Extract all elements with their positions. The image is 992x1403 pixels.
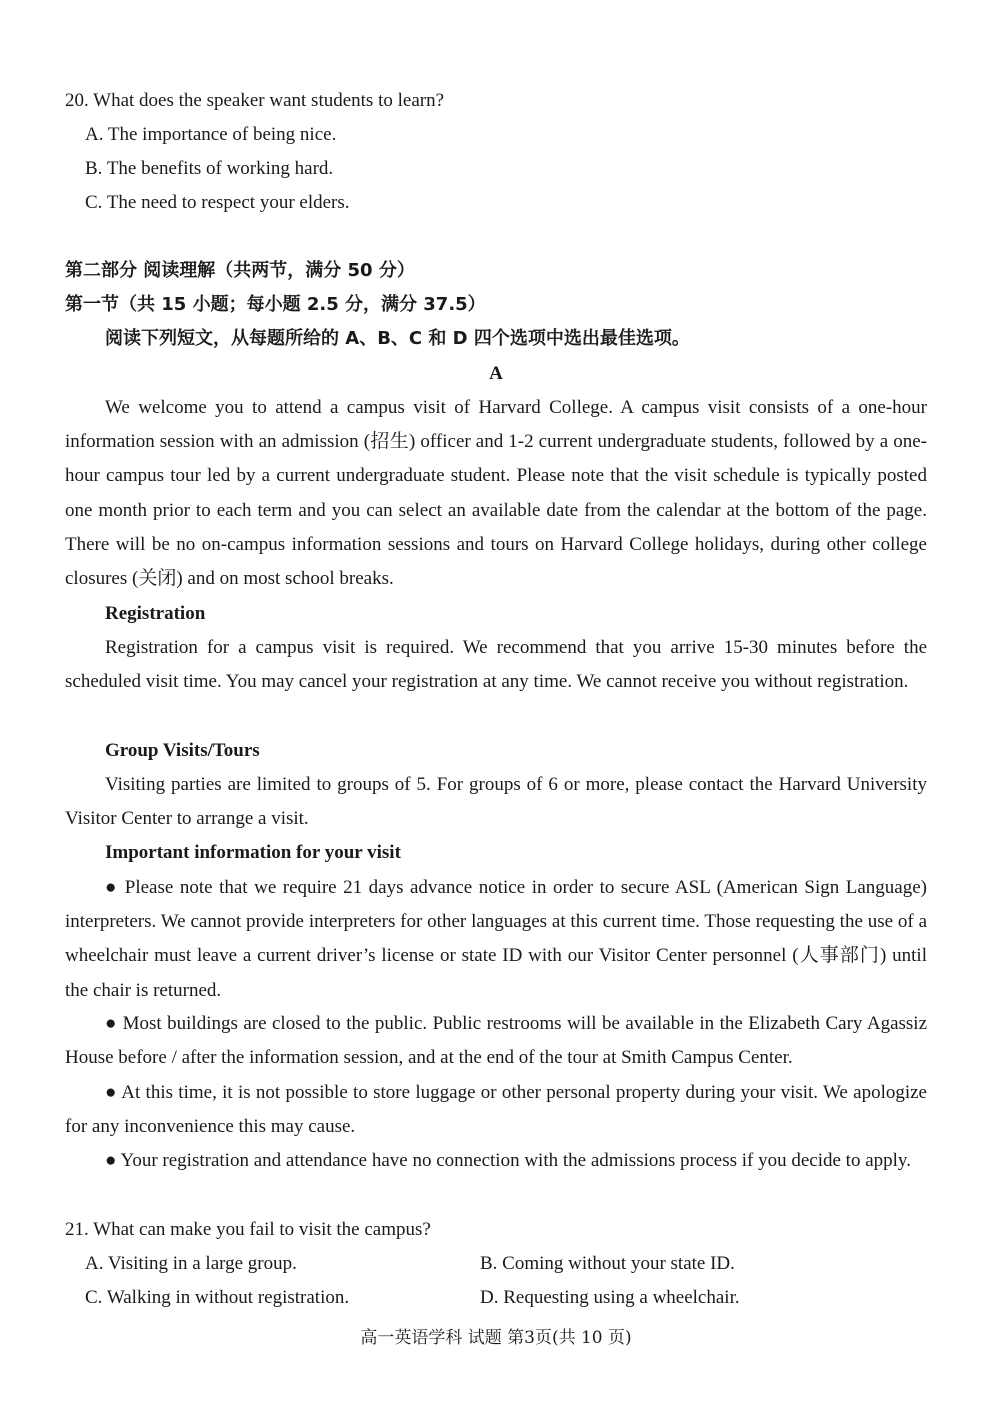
q20-stem: 20. What does the speaker want students to learn? [65, 90, 445, 111]
registration-text: Registration for a campus visit is required. We recommend that you arrive 15-30 minutes before the scheduled visit time. You may cancel your registration at any time. We cannot receive you without registration. [65, 637, 927, 693]
section1-title: 第一节（共 15 小题；每小题 2.5 分，满分 37.5） [65, 294, 486, 315]
group-heading: Group Visits/Tours [105, 740, 260, 761]
q20-option-b: B. The benefits of working hard. [85, 158, 334, 179]
q21-option-c: C. Walking in without registration. [85, 1287, 350, 1308]
part2-title: 第二部分 阅读理解（共两节，满分 50 分） [65, 260, 415, 281]
q21-option-b: B. Coming without your state ID. [480, 1253, 735, 1274]
bullet-admissions: ● Your registration and attendance have no connection with the admissions process if you decide to apply. [105, 1150, 911, 1171]
group-text: Visiting parties are limited to groups of 5. For groups of 6 or more, please contact the Harvard University Visitor Center to arrange a visit. [65, 774, 927, 830]
passage-label: A [489, 363, 503, 384]
important-heading: Important information for your visit [105, 842, 401, 863]
reading-instruction: 阅读下列短文，从每题所给的 A、B、C 和 D 四个选项中选出最佳选项。 [105, 328, 690, 349]
page-footer: 高一英语学科 试题 第3页(共 10 页) [360, 1328, 632, 1348]
q21-option-a: A. Visiting in a large group. [85, 1253, 297, 1274]
q20-option-c: C. The need to respect your elders. [85, 192, 350, 213]
bullet-interpreters: ● Please note that we require 21 days advance notice in order to secure ASL (American Sign Language) interpreters. We cannot provide interpreters for other languages at this current time. Those requesting the use of a wheelchair must leave a current driver’s license or state ID with our Visitor Center personnel (人事部门) until the chair is returned. [65, 877, 927, 1001]
q21-stem: 21. What can make you fail to visit the campus? [65, 1219, 431, 1240]
registration-heading: Registration [105, 603, 206, 624]
q20-option-a: A. The importance of being nice. [85, 124, 337, 145]
bullet-restrooms: ● Most buildings are closed to the public. Public restrooms will be available in the Elizabeth Cary Agassiz House before / after the information session, and at the end of the tour at Smith Campus Center. [65, 1013, 927, 1069]
passage-intro: We welcome you to attend a campus visit of Harvard College. A campus visit consists of a one-hour information session with an admission (招生) officer and 1-2 current undergraduate students, followed by a one-hour campus tour led by a current undergraduate student. Please note that the visit schedule is typically posted one month prior to each term and you can select an available date from the calendar at the bottom of the page. There will be no on-campus information sessions and tours on Harvard College holidays, during other college closures (关闭) and on most school breaks. [65, 397, 927, 590]
bullet-luggage: ● At this time, it is not possible to store luggage or other personal property during your visit. We apologize for any inconvenience this may cause. [65, 1082, 927, 1138]
q21-option-d: D. Requesting using a wheelchair. [480, 1287, 740, 1308]
